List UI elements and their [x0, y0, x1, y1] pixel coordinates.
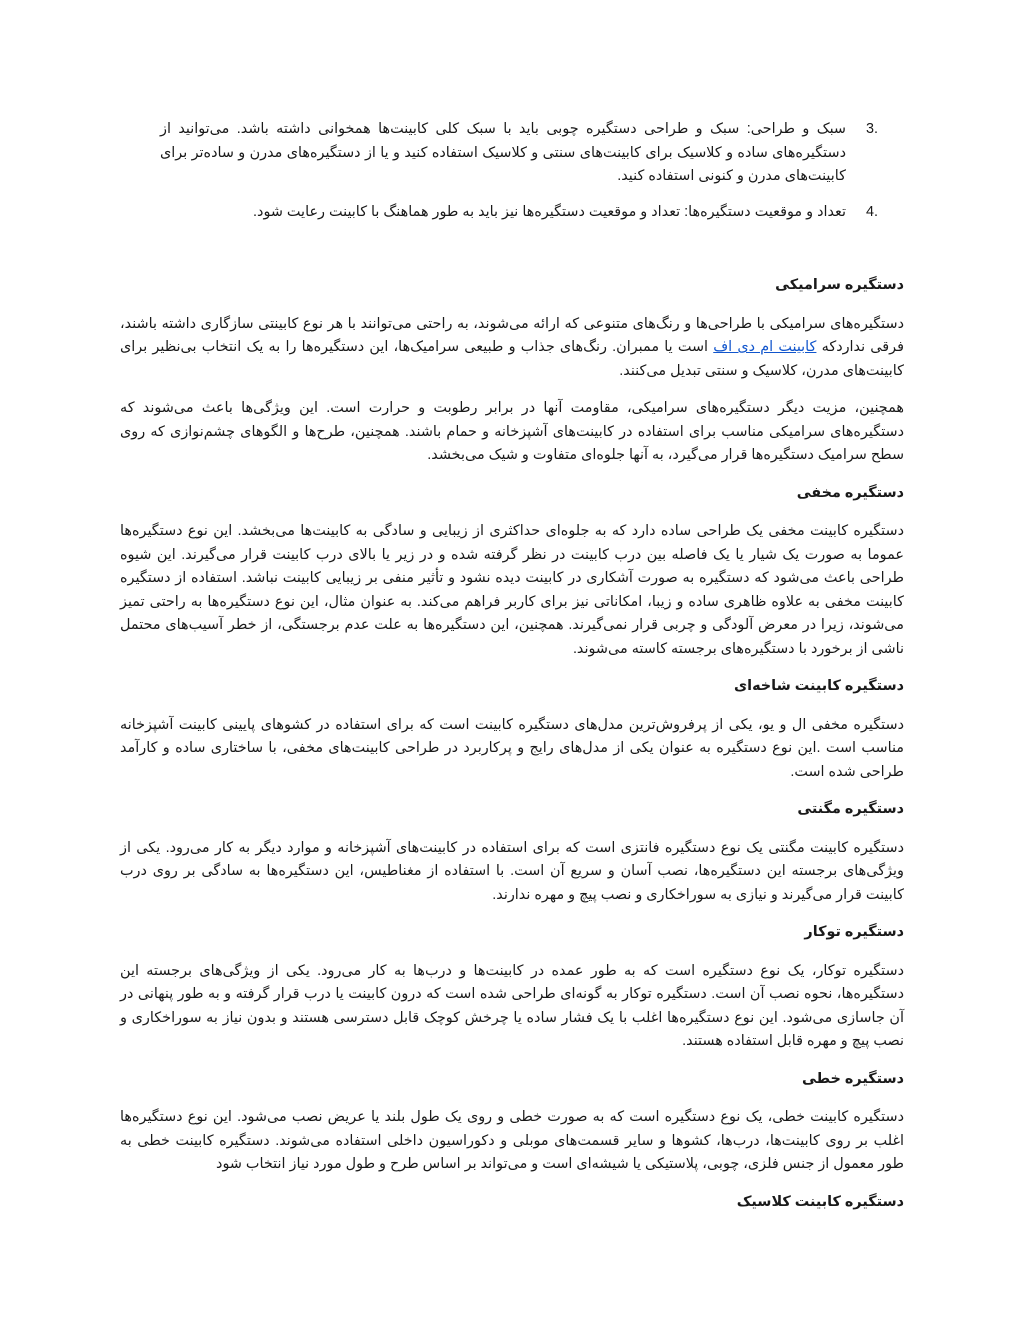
spacer [120, 236, 906, 274]
paragraph-branch-1: دستگیره مخفی ال و یو، یکی از پرفروش‌ترین مدل‌های دستگیره کابینت است که برای استفاده در کشوهای پایینی کابینت آشپزخانه مناسب است .این نوع دستگیره به عنوان یکی از مدل‌های رایج و پرکاربرد در طراحی کابینت‌های مخفی، با ساختاری ساده و کارآمد طراحی شده است. [120, 716, 904, 780]
list-item-text: تعداد و موقعیت دستگیره‌ها: تعداد و موقعیت دستگیره‌ها نیز باید به طور هماهنگ با کابینت رعایت شود. [253, 203, 846, 220]
heading-linear: دستگیره خطی [801, 1070, 904, 1087]
paragraph-tokar-1: دستگیره توکار، یک نوع دستگیره است که به طور عمده در کابینت‌ها و درب‌ها به کار می‌رود. یکی از ویژگی‌های برجسته این دستگیره‌ها، نحوه نصب آن است. دستگیره توکار به گونه‌ای طراحی شده است که درون کابینت یا درب قرار گرفته و به طور پنهانی در آن جاسازی می‌شود. این نوع دستگیره‌ها اغلب با یک فشار ساده یا چرخش کوچک قابل دسترسی هستند و بدون نیاز به سوراخکاری و نصب پیچ و مهره قابل استفاده هستند. [120, 962, 904, 1049]
list-item-text: سبک و طراحی: سبک و طراحی دستگیره چوبی باید با سبک کلی کابینت‌ها همخوانی داشته باشد. می‌توانید از دستگیره‌های ساده و کلاسیک برای کابینت‌های سنتی و کلاسیک استفاده کنید و یا از دستگیره‌های مدرن و ساده‌تر برای کابینت‌های مدرن و کنونی استفاده کنید. [160, 121, 846, 184]
heading-magnetic: دستگیره مگنتی [797, 801, 904, 817]
mdf-cabinet-link[interactable]: کابینت ام دی اف [713, 339, 817, 355]
heading-classic: دستگیره کابینت کلاسیک [736, 1193, 904, 1210]
paragraph-magnetic-1: دستگیره کابینت مگنتی یک نوع دستگیره فانتزی است که برای استفاده در کابینت‌های آشپزخانه و موارد دیگر به کار می‌رود. یکی از ویژگی‌های برجسته این دستگیره‌ها، نصب آسان و سریع آن است. با استفاده از مغناطیس، این دستگیره‌ها به سادگی بر روی درب کابینت قرار می‌گیرند و نیازی به سوراخکاری و نصب پیچ و مهره ندارند. [120, 839, 904, 903]
paragraph-text: است یا ممبران. رنگ‌های جذاب و طبیعی سرامیک‌ها، این دستگیره‌ها را به یک انتخاب بی‌نظیر برای کابینت‌های مدرن، کلاسیک و سنتی تبدیل می‌کنند. [120, 339, 904, 379]
paragraph-ceramic-1 [120, 313, 906, 384]
heading-ceramic: دستگیره سرامیکی [775, 277, 904, 293]
paragraph-text: دستگیره‌های سرامیکی با طراحی‌ها و رنگ‌های متنوعی که ارائه می‌شوند، به راحتی می‌توانند با هر نوع کابینتی سازگاری داشته باشند، فرقی ندارد‌که [120, 315, 904, 355]
list-number: 3. [865, 121, 878, 137]
numbered-list [120, 118, 906, 224]
list-number: 4. [865, 203, 878, 220]
list-item [120, 201, 906, 225]
paragraph-ceramic-2: همچنین، مزیت دیگر دستگیره‌های سرامیکی، مقاومت آنها در برابر رطوبت و حرارت است. این ویژگی‌ها باعث می‌شوند که دستگیره‌های سرامیکی مناسب برای استفاده در کابینت‌های آشپزخانه و حمام باشند. همچنین، طرح‌ها و الگوهای چشم‌نوازی که روی سطح سرامیک دستگیره‌ها قرار می‌گیرد، به آنها جلوه‌ای متفاوت و شیک می‌بخشد. [120, 400, 904, 463]
paragraph-hidden-1: دستگیره کابینت مخفی یک طراحی ساده دارد که به جلوه‌ای حداکثری از زیبایی و سادگی به کابینت‌ها می‌بخشد. این نوع دستگیره‌ها عموما به صورت یک شیار یا یک فاصله بین درب کابینت در نظر گرفته شده و در زیر یا بالای درب کابینت قرار می‌گیرند. این شیوه طراحی باعث می‌شود که دستگیره به صورت آشکاری در کابینت دیده نشود و تأثیر منفی بر زیبایی کابینت نباشد. استفاده از دستگیره کابینت مخفی به علاوه ظاهری ساده و زیبا، امکاناتی نیز برای کاربر فراهم می‌کند. به عنوان مثال، این نوع دستگیره‌ها به راحتی تمیز می‌شوند، زیرا در معرض آلودگی و چربی قرار نمی‌گیرند. همچنین، این دستگیره‌ها به علت عدم برجستگی، از خطر آسیب‌های محتمل ناشی از برخورد با دستگیره‌های برجسته کاسته می‌شوند. [120, 523, 904, 657]
paragraph-linear-1: دستگیره کابینت خطی، یک نوع دستگیره است که به صورت خطی و روی یک طول بلند یا عریض نصب می‌شود. این نوع دستگیره‌ها اغلب بر روی کابینت‌ها، درب‌ها، کشوها و سایر قسمت‌های موبلی و دکوراسیون داخلی استفاده می‌شوند. دستگیره کابینت خطی به طور معمول از جنس فلزی، چوبی، پلاستیکی یا شیشه‌ای است و می‌تواند بر اساس طرح و طول مورد نیاز انتخاب شود [120, 1109, 904, 1172]
list-item [120, 118, 906, 189]
heading-tokar: دستگیره توکار [804, 924, 904, 940]
heading-branch: دستگیره کابینت شاخه‌ای [733, 678, 904, 694]
heading-hidden: دستگیره مخفی [796, 484, 904, 501]
